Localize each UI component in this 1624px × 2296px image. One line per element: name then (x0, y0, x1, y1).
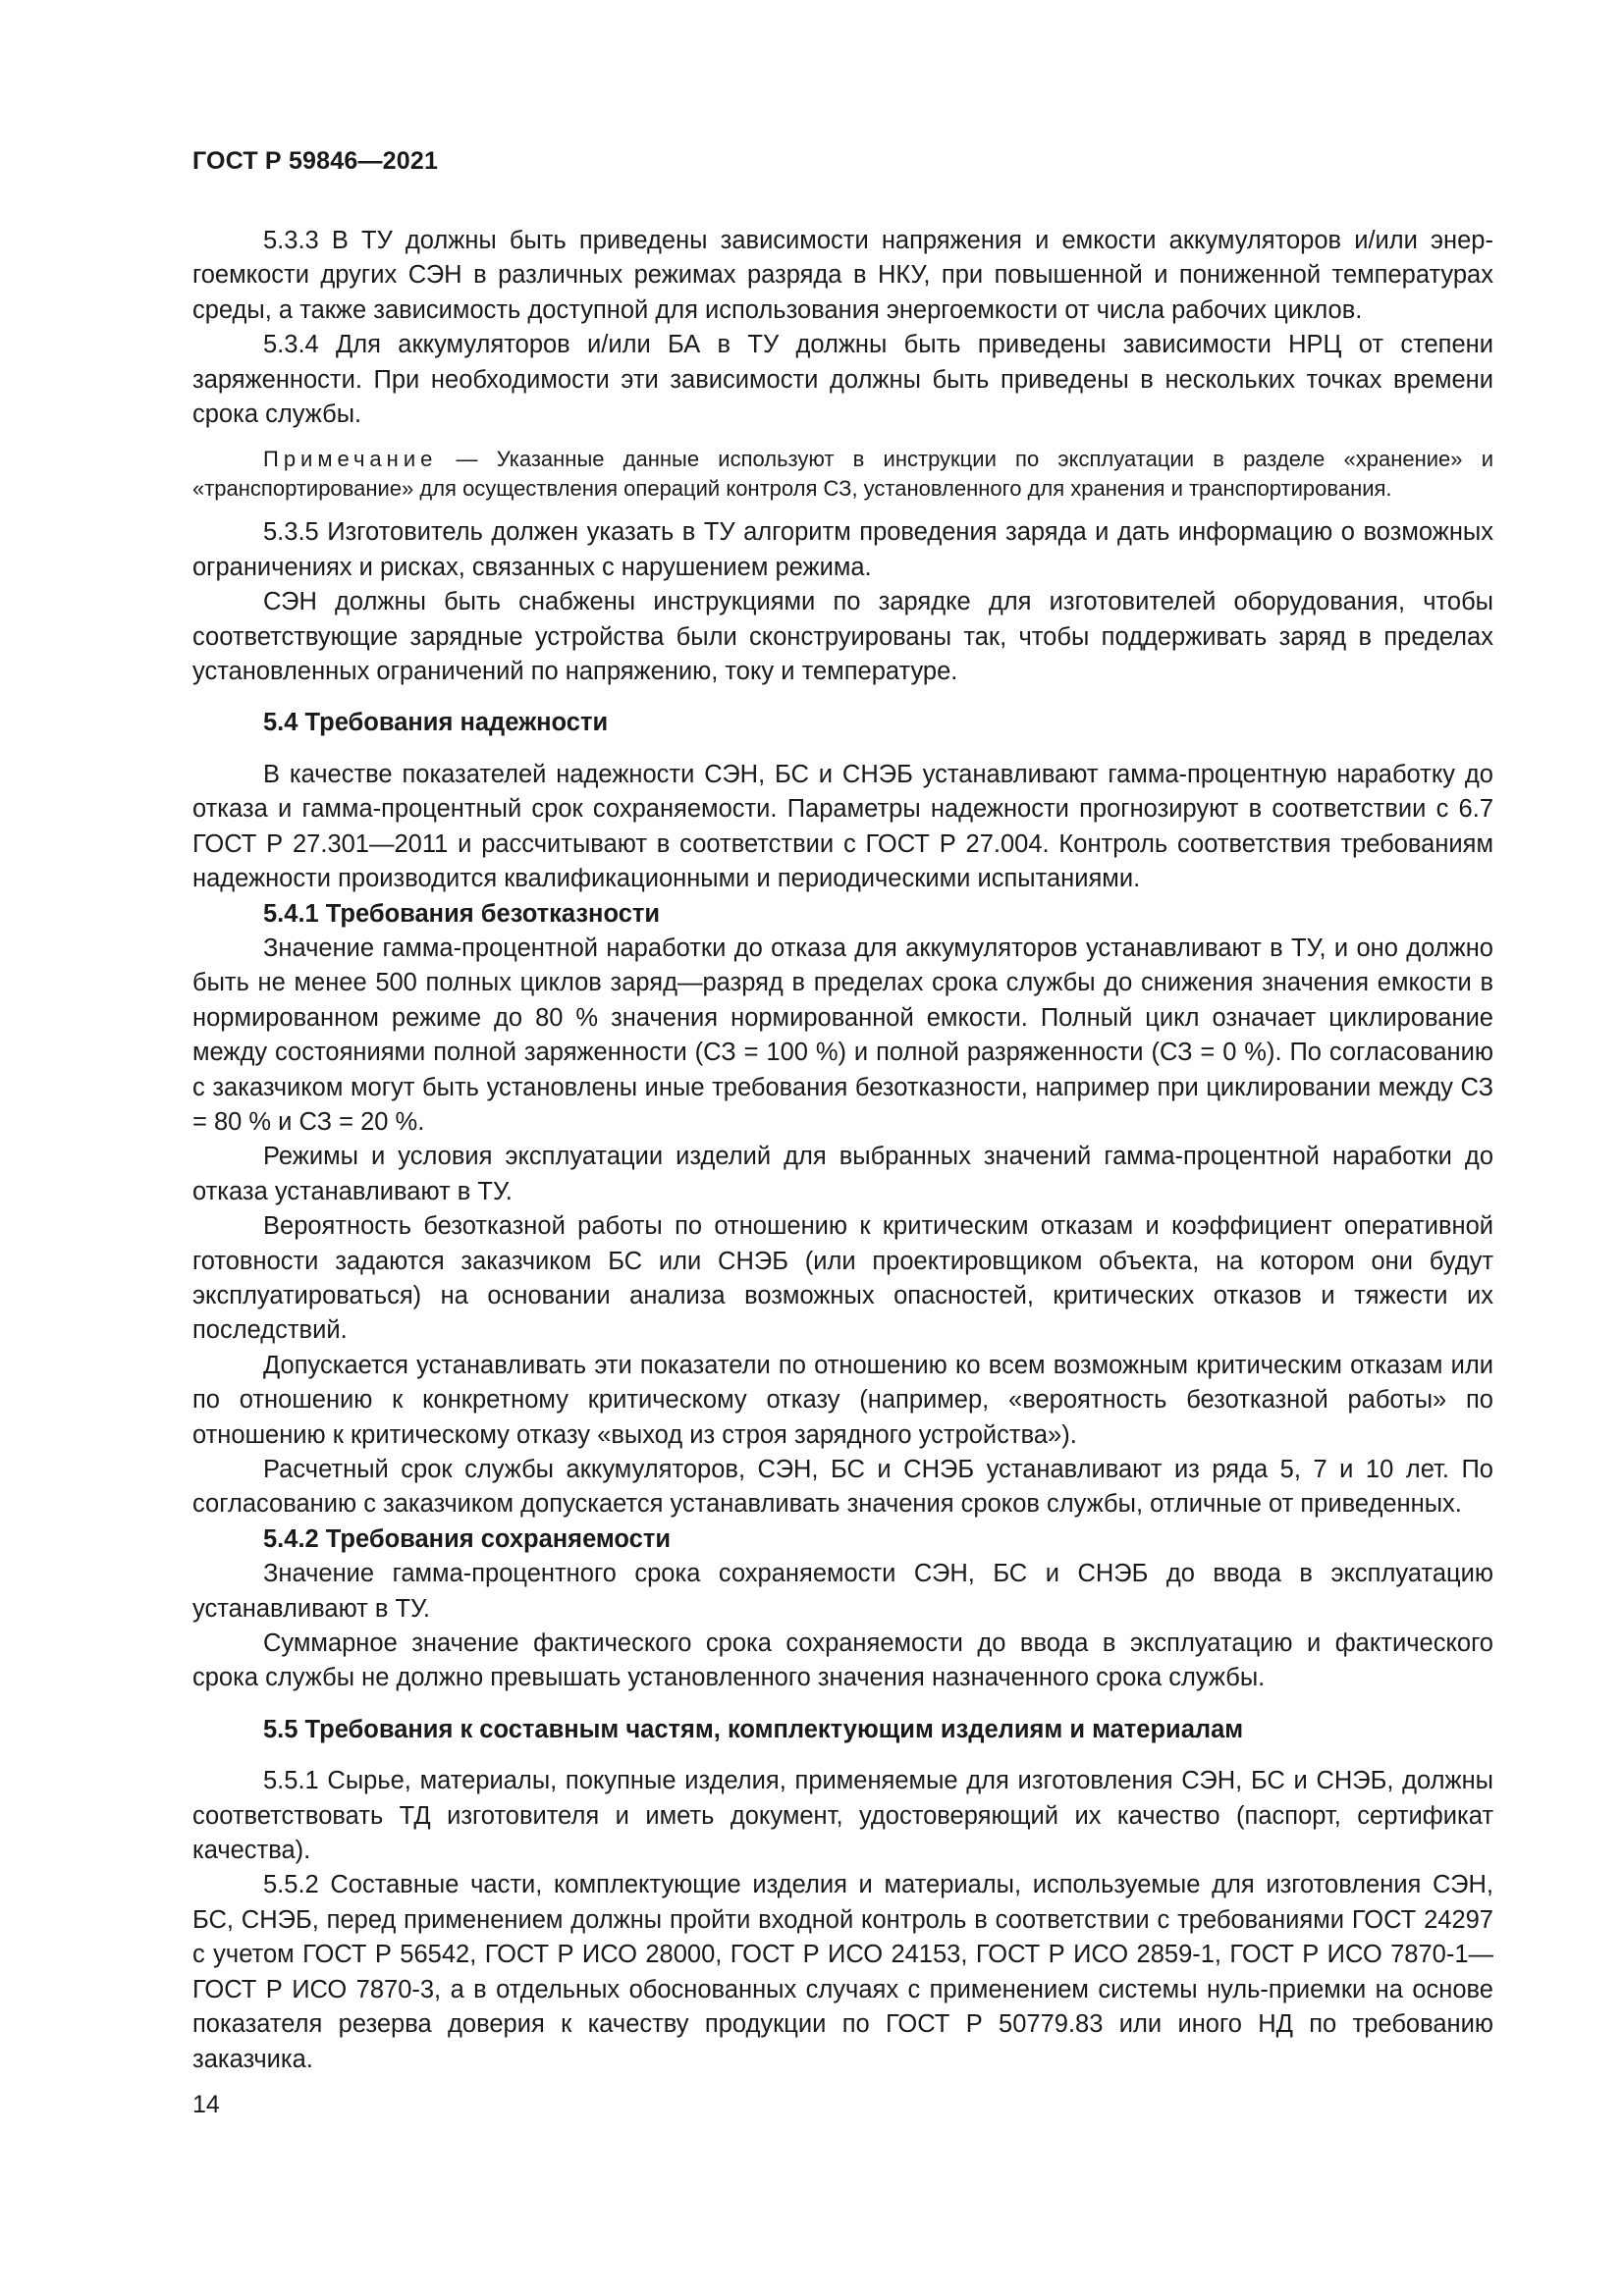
section-heading-5-5: 5.5 Требования к составным частям, комплектующим изделиям и материалам (263, 1715, 1244, 1743)
paragraph-5-4-1-e: Расчетный срок службы аккумуляторов, СЭН, БС и СНЭБ устанавливают из ряда 5, 7 и 10 лет. По согласованию с заказчиком допускается устанавливать значения сроков службы, отличные от приведенных. (192, 1456, 1493, 1519)
paragraph-5-5-1: 5.5.1 Сырье, материалы, покупные изделия, применяемые для изготовления СЭН, БС и СНЭБ, должны соответствовать ТД изготовителя и иметь документ, удостоверяющий их качество (паспорт, сертификат качества). (192, 1767, 1493, 1865)
paragraph-5-3-5-charging: СЭН должны быть снабжены инструкциями по зарядке для изготовителей оборудования, чтобы соответствующие зарядные устройства были сконструированы так, чтобы поддерживать заряд в пределах установленных ограничений по напряжению, току и температуре. (192, 588, 1493, 686)
paragraph-5-4-1-a: Значение гамма-процентной наработки до отказа для аккумуляторов устанавливают в ТУ, и оно должно быть не менее 500 полных циклов заряд—разряд в пределах срока службы до снижения значения емкости в нормированном режиме до 80 % значения нормированной емкости. Полный цикл означает циклирование между состояниями полной заряженности (СЗ = 100 %) и полной разряженности (СЗ = 0 %). По согласованию с заказчиком могут быть установлены иные требования безотказности, например при циклировании между СЗ = 80 % и СЗ = 20 %. (192, 934, 1493, 1136)
subsection-heading-5-4-2: 5.4.2 Требования сохраняемости (263, 1524, 672, 1553)
paragraph-5-3-5: 5.3.5 Изготовитель должен указать в ТУ алгоритм проведения заряда и дать информацию о возможных ограничениях и рисках, связанных с нарушением режима. (192, 518, 1493, 581)
paragraph-5-4-1-b: Режимы и условия эксплуатации изделий для выбранных значений гамма-процентной наработки до отказа устанавливают в ТУ. (192, 1143, 1493, 1205)
paragraph-5-5-2: 5.5.2 Составные части, комплектующие изделия и материалы, используемые для изготовления СЭН, БС, СНЭБ, перед применением должны пройти входной контроль в соответствии с требованиями ГОСТ 24297 с учетом ГОСТ Р 56542, ГОСТ Р ИСО 28000, ГОСТ Р ИСО 24153, ГОСТ Р ИСО 2859-1, ГОСТ Р ИСО 7870-1— ГОСТ Р ИСО 7870-3, а в отдельных обоснованных случаях с применением системы нуль-приемки на основе показателя резерва доверия к качеству продукции по ГОСТ Р 50779.83 или иного НД по требованию заказчика. (192, 1871, 1493, 2073)
paragraph-5-4-1-d: Допускается устанавливать эти показатели по отношению ко всем возможным критическим отказам или по отношению к конкретному критическому отказу (например, «вероятность безотказной работы» по отношению к критическому отказу «выход из строя зарядного устройства»). (192, 1351, 1493, 1449)
paragraph-5-3-4: 5.3.4 Для аккумуляторов и/или БА в ТУ должны быть приведены зависимости НРЦ от степени заряженности. При необходимости эти зависимости должны быть приведены в нескольких точках времени срока службы. (192, 331, 1493, 429)
paragraph-5-4: В качестве показателей надежности СЭН, БС и СНЭБ устанавливают гамма-процентную наработку до отказа и гамма-процентный срок сохраняемости. Параметры надежности прогнозируют в соответствии с 6.7 ГОСТ Р 27.301—2011 и рассчитывают в соответствии с ГОСТ Р 27.004. Контроль соответствия требованиям надежности производится квалификационными и периодическими испытаниями. (192, 760, 1493, 893)
paragraph-5-3-3: 5.3.3 В ТУ должны быть приведены зависимости напряжения и емкости аккумуляторов и/или энергоемкости других СЭН в различных режимах разряда в НКУ, при повышенной и пониженной температурах среды, а также зависимость доступной для использования энергоемкости от числа рабочих циклов. (192, 227, 1493, 324)
document-header: ГОСТ Р 59846—2021 (192, 147, 439, 175)
paragraph-5-4-2-a: Значение гамма-процентного срока сохраняемости СЭН, БС и СНЭБ до ввода в эксплуатацию устанавливают в ТУ. (192, 1560, 1493, 1623)
page-number: 14 (192, 2091, 220, 2118)
paragraph-5-4-1-c: Вероятность безотказной работы по отношению к критическим отказам и коэффициент оперативной готовности задаются заказчиком БС или СНЭБ (или проектировщиком объекта, на котором они будут эксплуатироваться) на основании анализа возможных опасностей, критических отказов и тяжести их последствий. (192, 1212, 1493, 1345)
section-heading-5-4: 5.4 Требования надежности (263, 709, 609, 737)
note-label: Примечание (263, 447, 438, 472)
note (192, 445, 1493, 503)
note-text: — Указанные данные используют в инструкции по эксплуатации в разделе «хранение» и «транспортирование» для осуществления операций контроля СЗ, установленного для хранения и транспортирования. (192, 447, 1493, 501)
subsection-heading-5-4-1: 5.4.1 Требования безотказности (263, 899, 661, 928)
paragraph-5-4-2-b: Суммарное значение фактического срока сохраняемости до ввода в эксплуатацию и фактического срока службы не должно превышать установленного значения назначенного срока службы. (192, 1629, 1493, 1692)
document-body (192, 224, 1493, 2077)
